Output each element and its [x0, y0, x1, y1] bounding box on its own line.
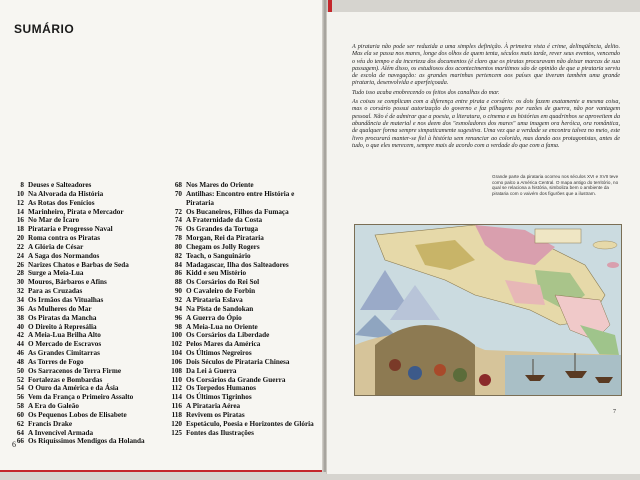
toc-page-number: 40 [16, 322, 24, 331]
toc-chapter-title: A Pirataria Eslava [186, 295, 243, 304]
toc-page-number: 16 [16, 216, 24, 225]
toc-page-number: 118 [171, 410, 182, 419]
toc-chapter-title: Os Últimos Negreiros [186, 349, 252, 358]
toc-entry [12, 437, 172, 446]
toc-entry [12, 340, 172, 349]
toc-entry [170, 234, 320, 243]
toc-chapter-title: O Ouro da América e da Ásia [28, 384, 119, 393]
toc-page-number: 38 [16, 313, 24, 322]
toc-page-number: 108 [171, 366, 182, 375]
toc-page-number: 102 [171, 340, 182, 349]
toc-page-number: 32 [16, 287, 24, 296]
toc-page-number: 94 [174, 304, 182, 313]
toc-chapter-title: Os Riquíssimos Mendigos da Holanda [28, 437, 145, 446]
antique-map-illustration [354, 224, 622, 396]
toc-page-number: 60 [16, 410, 24, 419]
toc-chapter-title: Surge a Meia-Lua [28, 269, 84, 278]
toc-chapter-title: A Meia-Lua Brilha Alto [28, 331, 101, 340]
toc-entry [12, 269, 172, 278]
toc-page-number: 76 [174, 225, 182, 234]
toc-page-number: 82 [174, 251, 182, 260]
toc-entry [170, 261, 320, 270]
toc-entry [12, 225, 172, 234]
toc-chapter-title: Chegam os Jolly Rogers [186, 242, 260, 251]
toc-chapter-title: As Torres de Fogo [28, 357, 84, 366]
toc-chapter-title: A Fraternidade da Costa [186, 216, 263, 225]
toc-page-number: 42 [16, 331, 24, 340]
toc-entry [12, 287, 172, 296]
toc-chapter-title: Nos Mares do Oriente [186, 181, 254, 189]
toc-page-number: 56 [16, 393, 24, 402]
toc-page-number: 86 [174, 269, 182, 278]
toc-page-number: 18 [16, 225, 24, 234]
toc-entry [12, 199, 172, 208]
toc-entry [170, 340, 320, 349]
toc-chapter-title: Revivem os Piratas [186, 410, 245, 419]
map-caption: Grande parte da pirataria ocorreu nos séculos XVI e XVII teve como palco a América Central. O mapa antigo do território, no qual se relaciona a história, simboliza bem o ambiente da pirataria com o vaivém dos figurões que a ilustram. [492, 174, 619, 196]
toc-entry [12, 314, 172, 323]
toc-chapter-title: Os Bucaneiros, Filhos da Fumaça [186, 207, 289, 216]
toc-chapter-title: Os Últimos Tigrinhos [186, 393, 252, 402]
toc-chapter-title: Morgan, Rei da Pirataria [186, 234, 264, 243]
toc-page-number: 20 [16, 234, 24, 243]
toc-entry [12, 349, 172, 358]
toc-chapter-title: Mouros, Bárbaros e Afins [28, 278, 107, 287]
toc-page-number: 26 [16, 260, 24, 269]
page-number: 6 [12, 440, 16, 449]
toc-chapter-title: Para as Cruzadas [28, 287, 83, 296]
toc-entry [12, 190, 172, 199]
toc-chapter-title: Kidd e seu Mistério [186, 269, 247, 278]
toc-entry [12, 181, 172, 190]
toc-page-number: 90 [174, 287, 182, 296]
toc-page-number: 36 [16, 304, 24, 313]
toc-page-number: 24 [16, 251, 24, 260]
toc-chapter-title: Pirataria e Progresso Naval [28, 225, 113, 234]
toc-page-number: 96 [174, 313, 182, 322]
toc-entry [12, 429, 172, 438]
toc-page-number: 50 [16, 366, 24, 375]
toc-page-number: 70 [174, 189, 182, 198]
toc-entry [170, 402, 320, 411]
toc-chapter-title: Fontes das Ilustrações [186, 428, 254, 437]
toc-chapter-title: No Mar de Ícaro [28, 216, 80, 225]
toc-entry [170, 208, 320, 217]
toc-entry [12, 420, 172, 429]
toc-page-number: 64 [16, 428, 24, 437]
toc-chapter-title: O Mercado de Escravos [28, 340, 102, 349]
toc-page-number: 54 [16, 384, 24, 393]
toc-page-number: 58 [16, 402, 24, 411]
toc-page-number: 72 [174, 207, 182, 216]
toc-chapter-title: A Glória de César [28, 242, 84, 251]
toc-chapter-title: A Pirataria Aérea [186, 402, 241, 411]
toc-page-number: 112 [171, 384, 182, 393]
toc-page-number: 10 [16, 189, 24, 198]
toc-entry [12, 216, 172, 225]
left-page [0, 0, 325, 470]
toc-page-number: 22 [16, 242, 24, 251]
toc-chapter-title: Na Alvorada da História [28, 189, 104, 198]
toc-entry [12, 411, 172, 420]
toc-entry [170, 349, 320, 358]
toc-entry [170, 243, 320, 252]
toc-page-number: 52 [16, 375, 24, 384]
toc-entry [170, 216, 320, 225]
toc-page-number: 120 [171, 419, 182, 428]
toc-chapter-title: Pelos Mares da América [186, 340, 261, 349]
toc-chapter-title: A Guerra do Ópio [186, 313, 242, 322]
toc-entry [12, 234, 172, 243]
page-number-right: 7 [613, 409, 616, 415]
toc-chapter-title: As Mulheres do Mar [28, 304, 92, 313]
toc-page-number: 110 [171, 375, 182, 384]
page-title: SUMÁRIO [14, 22, 75, 36]
intro-paragraph-3: As coisas se complicam com a diferença entre pirata e corsário: os dois fazem exatamente a mesma coisa, mas o corsário possui autorização do governo e faz pilhagens por razões de guerra, não por vantagem pessoal. Não é de admirar que a poesia, a literatura, o cinema e as histórias em quadrinhos se aproveitem da abundância de material e nos deem dos "esmoladores dos mares" uma imagem ora heróica, ora romântica, de qualquer forma sempre simpaticamente sugestiva. Uma vez que a verdade se encontra talvez no meio, este livro procurará manter-se fiel à história sem renunciar ao colorido, mas dando aos protagonistas, antes de tudo, o que eles merecem, sempre mais de acordo com a verdade do que com a fama. [352, 99, 620, 149]
toc-page-number: 66 [16, 437, 24, 446]
toc-entry [170, 278, 320, 287]
toc-chapter-title: Os Corsários da Grande Guerra [186, 375, 286, 384]
toc-chapter-title: As Rotas dos Fenícios [28, 198, 95, 207]
toc-entry [170, 358, 320, 367]
toc-chapter-title: Os Torpedos Humanos [186, 384, 256, 393]
toc-chapter-title: A Era do Galeão [28, 402, 79, 411]
toc-column-1 [12, 181, 172, 446]
toc-entry [170, 287, 320, 296]
toc-entry [12, 402, 172, 411]
toc-page-number: 14 [16, 207, 24, 216]
toc-page-number: 62 [16, 419, 24, 428]
toc-entry [170, 376, 320, 385]
toc-chapter-title: A Meia-Lua no Oriente [186, 322, 258, 331]
toc-chapter-title: A Invencível Armada [28, 428, 94, 437]
intro-text [352, 44, 620, 152]
toc-entry [12, 367, 172, 376]
toc-entry [170, 384, 320, 393]
toc-entry [12, 261, 172, 270]
toc-page-number: 92 [174, 295, 182, 304]
toc-chapter-title: Os Corsários da Liberdade [186, 331, 270, 340]
toc-entry [170, 190, 320, 208]
toc-entry [170, 411, 320, 420]
toc-entry [170, 252, 320, 261]
toc-entry [12, 384, 172, 393]
toc-entry [170, 305, 320, 314]
toc-chapter-title: Dois Séculos de Pirataria Chinesa [186, 357, 290, 366]
toc-page-number: 68 [174, 181, 182, 189]
toc-entry [170, 323, 320, 332]
toc-column-2 [170, 181, 320, 437]
toc-entry [170, 331, 320, 340]
toc-page-number: 12 [16, 198, 24, 207]
toc-chapter-title: Teach, o Sanguinário [186, 251, 251, 260]
toc-page-number: 125 [171, 428, 182, 437]
toc-page-number: 74 [174, 216, 182, 225]
toc-page-number: 104 [171, 349, 182, 358]
toc-chapter-title: Vem da França o Primeiro Assalto [28, 393, 134, 402]
toc-entry [170, 181, 320, 190]
toc-chapter-title: Os Corsários do Rei Sol [186, 278, 260, 287]
toc-chapter-title: O Cavaleiro de Forbin [186, 287, 256, 296]
toc-page-number: 48 [16, 357, 24, 366]
toc-chapter-title: A Saga dos Normandos [28, 251, 100, 260]
toc-entry [12, 243, 172, 252]
toc-entry [12, 252, 172, 261]
toc-entry [12, 331, 172, 340]
toc-entry [170, 393, 320, 402]
toc-page-number: 78 [174, 234, 182, 243]
toc-chapter-title: Fortalezas e Bombardas [28, 375, 103, 384]
toc-page-number: 114 [171, 393, 182, 402]
toc-page-number: 80 [174, 242, 182, 251]
toc-page-number: 88 [174, 278, 182, 287]
toc-page-number: 34 [16, 295, 24, 304]
toc-entry [12, 305, 172, 314]
toc-chapter-title: Os Irmãos das Vitualhas [28, 295, 104, 304]
toc-chapter-title: Francis Drake [28, 419, 73, 428]
toc-entry [12, 278, 172, 287]
toc-chapter-title: Da Lei à Guerra [186, 366, 237, 375]
toc-chapter-title: Os Piratas da Mancha [28, 313, 97, 322]
toc-page-number: 98 [174, 322, 182, 331]
toc-page-number: 106 [171, 357, 182, 366]
toc-page-number: 44 [16, 340, 24, 349]
toc-entry [170, 314, 320, 323]
toc-entry [170, 269, 320, 278]
toc-chapter-title: Madagascar, Ilha dos Salteadores [186, 260, 289, 269]
toc-chapter-title: Na Pista de Sandokan [186, 304, 254, 313]
toc-chapter-title: Narizes Chatos e Barbas de Seda [28, 260, 129, 269]
toc-page-number: 84 [174, 260, 182, 269]
toc-page-number: 28 [16, 269, 24, 278]
map-image [355, 225, 621, 395]
toc-chapter-title: Espetáculo, Poesia e Horizontes de Glória [186, 419, 314, 428]
toc-chapter-title: Os Sarracenos de Terra Firme [28, 366, 122, 375]
toc-chapter-title: O Direito à Represália [28, 322, 97, 331]
toc-page-number: 30 [16, 278, 24, 287]
toc-entry [170, 367, 320, 376]
toc-chapter-title: Os Grandes da Tortuga [186, 225, 259, 234]
toc-entry [170, 420, 320, 429]
toc-page-number: 100 [171, 331, 182, 340]
toc-page-number: 116 [171, 402, 182, 411]
toc-entry [12, 358, 172, 367]
toc-entry [12, 393, 172, 402]
toc-page-number: 46 [16, 349, 24, 358]
intro-paragraph-1: A pirataria não pode ser reduzida a uma simples definição. À primeira vista é crime, delinqüência, delito. Mas ela se passa nos mares, longe dos olhos de quem tenta, séculos mais tarde, rever seus eventos, vencendo o véu do tempo e da incerteza dos documentos (é claro que os piratas procuravam não deixar marcas de sua passagem). Além disso, os estudiosos dos acontecimentos marítimos são de opinião de que a pirataria serviu de escola de navegação: as grandes marinhas pertencem aos países que tiveram também uma grande pirataria, desenvolvida e aperfeiçoada. [352, 44, 620, 87]
toc-entry [12, 323, 172, 332]
toc-chapter-title: Antilhas: Encontro entre História e Pirataria [186, 189, 295, 207]
toc-entry [170, 296, 320, 305]
toc-page-number: 8 [20, 181, 24, 189]
toc-chapter-title: Roma contra os Piratas [28, 234, 101, 243]
intro-paragraph-2: Tudo isso acaba enobrecendo os feitos dos canalhas do mar. [352, 89, 500, 96]
toc-chapter-title: Os Pequenos Lobos de Elisabete [28, 410, 127, 419]
toc-entry [170, 225, 320, 234]
toc-entry [12, 296, 172, 305]
toc-chapter-title: As Grandes Cimitarras [28, 349, 100, 358]
toc-chapter-title: Deuses e Salteadores [28, 181, 92, 189]
toc-chapter-title: Marinheiro, Pirata e Mercador [28, 207, 124, 216]
toc-entry [170, 429, 320, 438]
